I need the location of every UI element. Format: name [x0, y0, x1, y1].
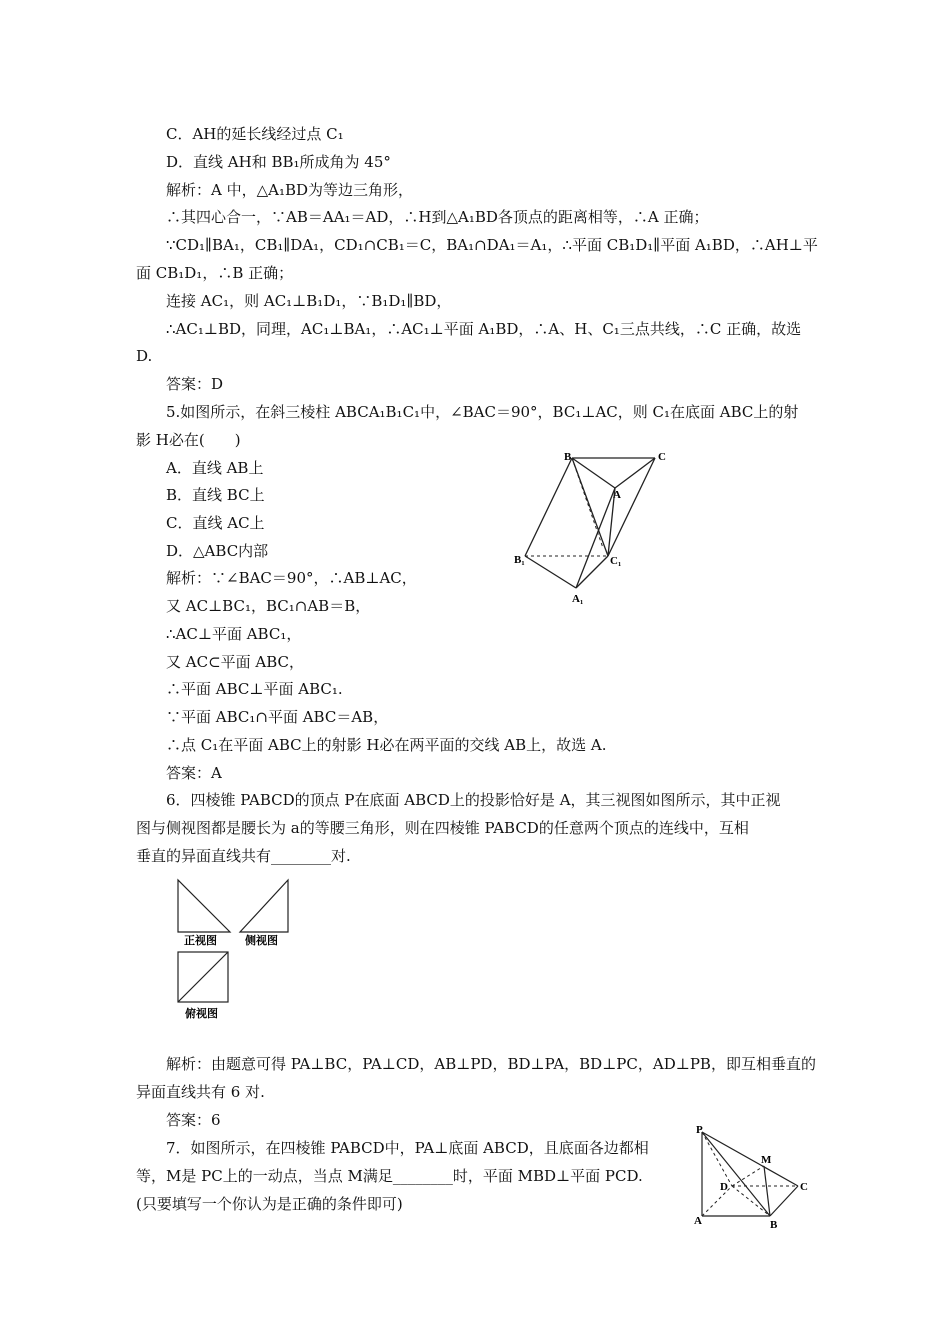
question-5-text: 影 H必在( ) [136, 431, 241, 449]
option-a-text: A．直线 AB上 [166, 459, 264, 477]
front-view-shape [178, 880, 230, 932]
vertex-b-label: B [564, 451, 572, 463]
three-views-figure [170, 876, 302, 1026]
question-6-text: 图与侧视图都是腰长为 a的等腰三角形，则在四棱锥 PABCD的任意两个顶点的连线中，互相 [136, 819, 749, 837]
analysis-line: ∴平面 ABC⊥平面 ABC₁. [166, 680, 343, 698]
vertex-c1-label: C₁ [610, 555, 622, 567]
analysis-line: ∴AC₁⊥BD，同理，AC₁⊥BA₁，∴AC₁⊥平面 A₁BD，∴A、H、C₁三点共线，∴C 正确，故选 [166, 320, 802, 338]
analysis-line: 异面直线共有 6 对. [136, 1083, 265, 1101]
vertex-a-label: A [613, 489, 621, 501]
vertex-d-label: D [720, 1181, 728, 1193]
vertex-a-label: A [694, 1215, 702, 1227]
analysis-line: D. [136, 347, 153, 365]
analysis-line: 又 AC⊥BC₁，BC₁∩AB＝B， [166, 597, 371, 615]
analysis-line: 又 AC⊂平面 ABC， [166, 653, 305, 671]
vertex-c-label: C [658, 451, 666, 463]
prism-figure [510, 448, 680, 606]
option-b-text: B．直线 BC上 [166, 486, 265, 504]
side-view-shape [240, 880, 288, 932]
analysis-line: ∵平面 ABC₁∩平面 ABC＝AB， [166, 708, 389, 726]
vertex-b-label: B [770, 1219, 778, 1231]
analysis-line: ∴AC⊥平面 ABC₁， [166, 625, 302, 643]
analysis-line: 面 CB₁D₁，∴B 正确； [136, 264, 294, 282]
pyramid-figure [688, 1124, 814, 1232]
question-7-text: 等，M是 PC上的一动点，当点 M满足________时，平面 MBD⊥平面 PCD. [136, 1167, 643, 1185]
top-view-caption: 俯视图 [185, 1007, 218, 1020]
question-7-text: 7．如图所示，在四棱锥 PABCD中，PA⊥底面 ABCD，且底面各边都相 [166, 1139, 649, 1157]
analysis-line: 连接 AC₁，则 AC₁⊥B₁D₁，∵B₁D₁∥BD， [166, 292, 452, 310]
front-view-caption: 正视图 [184, 934, 217, 947]
analysis-line: 解析：∵∠BAC＝90°，∴AB⊥AC， [166, 569, 417, 587]
analysis-line: 解析：A 中，△A₁BD为等边三角形， [166, 181, 414, 199]
option-d-text: D．直线 AH和 BB₁所成角为 45° [166, 153, 391, 171]
option-d-text: D．△ABC内部 [166, 542, 269, 560]
analysis-line: ∵CD₁∥BA₁，CB₁∥DA₁，CD₁∩CB₁＝C，BA₁∩DA₁＝A₁，∴平面 CB₁D₁∥平面 A₁BD，∴AH⊥平 [166, 236, 818, 254]
question-6-text: 6．四棱锥 PABCD的顶点 P在底面 ABCD上的投影恰好是 A，其三视图如图所示，其中正视 [166, 791, 781, 809]
side-view-caption: 侧视图 [245, 934, 278, 947]
analysis-line: ∴点 C₁在平面 ABC上的射影 H必在两平面的交线 AB上，故选 A. [166, 736, 607, 754]
analysis-line: 解析：由题意可得 PA⊥BC，PA⊥CD，AB⊥PD，BD⊥PA，BD⊥PC，AD⊥PB，即互相垂直的 [166, 1055, 816, 1073]
vertex-b1-label: B₁ [514, 554, 525, 566]
vertex-p-label: P [696, 1124, 703, 1136]
answer-line: 答案：A [166, 764, 222, 782]
question-7-text: (只要填写一个你认为是正确的条件即可) [136, 1195, 403, 1213]
vertex-a1-label: A₁ [572, 593, 584, 605]
answer-line: 答案：D [166, 375, 224, 393]
vertex-c-label: C [800, 1181, 808, 1193]
question-6-text: 垂直的异面直线共有________对. [136, 847, 351, 865]
question-5-text: 5.如图所示，在斜三棱柱 ABCA₁B₁C₁中，∠BAC＝90°，BC₁⊥AC，则 C₁在底面 ABC上的射 [166, 403, 799, 421]
answer-line: 答案：6 [166, 1111, 221, 1129]
analysis-line: ∴其四心合一，∵AB＝AA₁＝AD，∴H到△A₁BD各顶点的距离相等，∴A 正确； [166, 208, 709, 226]
option-c-text: C．直线 AC上 [166, 514, 265, 532]
vertex-m-label: M [761, 1154, 772, 1166]
option-c-text: C．AH的延长线经过点 C₁ [166, 125, 344, 143]
